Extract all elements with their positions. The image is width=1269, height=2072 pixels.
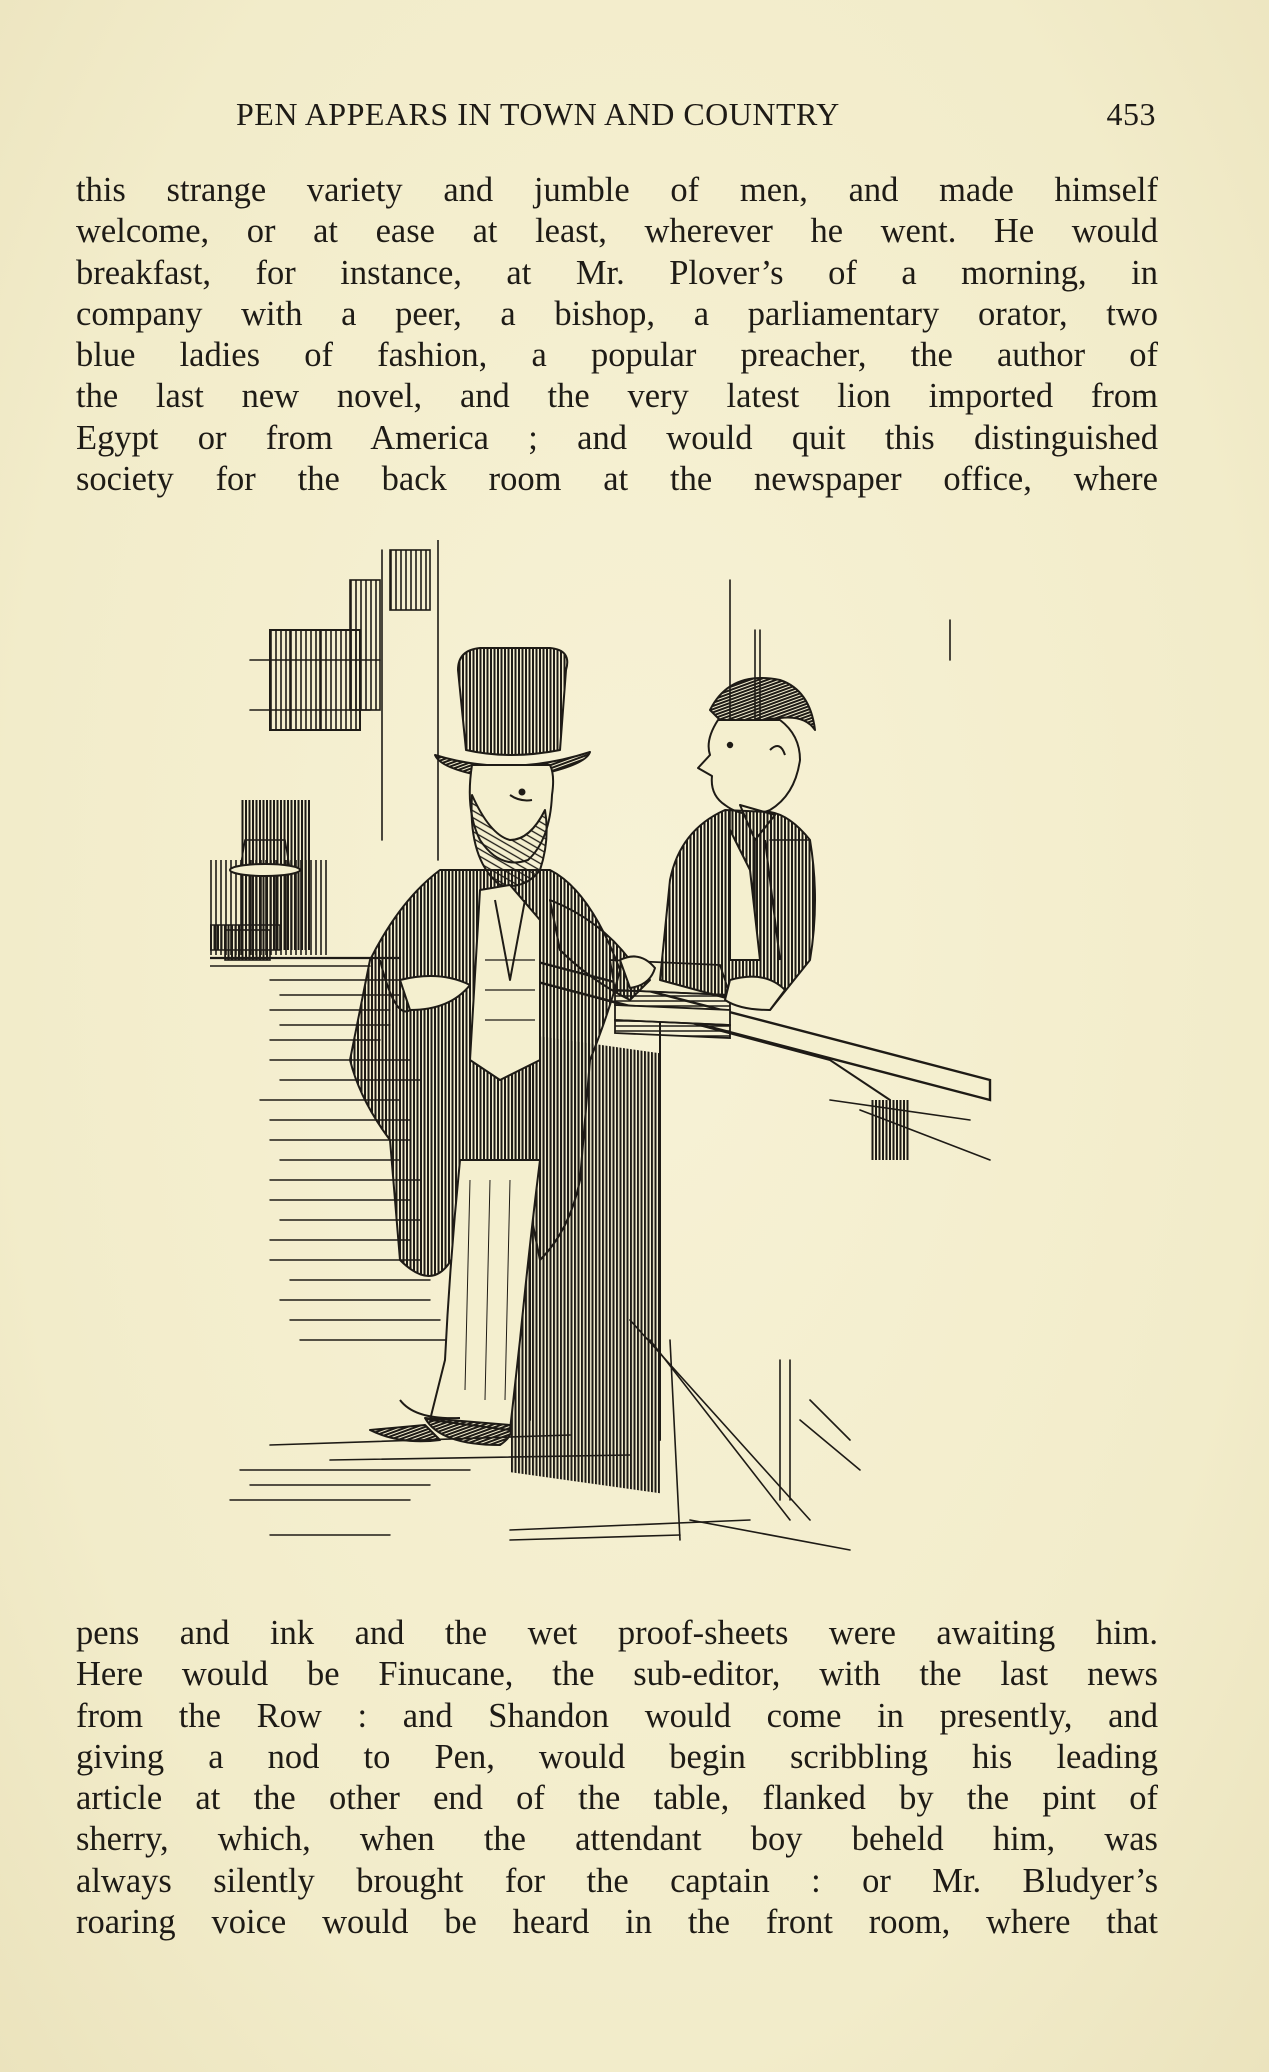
text-line: this strange variety and jumble of men, and made himself [76,171,1158,209]
text-line: article at the other end of the table, flanked by the pint of [76,1779,1158,1818]
text-block-bottom [76,1613,1158,1943]
page-number: 453 [1106,96,1156,132]
figure-clerk [660,678,815,1010]
running-title: PEN APPEARS IN TOWN AND COUNTRY [236,96,840,132]
text-line: blue ladies of fashion, a popular preacher, the author of [76,336,1158,375]
engraving-illustration [210,540,1030,1590]
page-header [76,96,1156,140]
text-line: society for the back room at the newspaper office, where [76,460,1158,499]
text-line: sherry, which, when the attendant boy beheld him, was [76,1820,1158,1859]
text-line: Egypt or from America ; and would quit this distinguished [76,418,1158,457]
text-line: from the Row : and Shandon would come in presently, and [76,1696,1158,1735]
text-line: breakfast, for instance, at Mr. Plover’s of a morning, in [76,253,1158,292]
text-line: welcome, or at ease at least, wherever he went. He would [76,212,1158,251]
text-line: pens and ink and the wet proof-sheets were awaiting him. [76,1614,1158,1652]
text-line: company with a peer, a bishop, a parliamentary orator, two [76,294,1158,333]
text-block-top [76,170,1158,500]
text-line: the last new novel, and the very latest lion imported from [76,377,1158,416]
text-line: always silently brought for the captain : or Mr. Bludyer’s [76,1861,1158,1900]
text-line: giving a nod to Pen, would begin scribbling his leading [76,1737,1158,1776]
text-line: roaring voice would be heard in the front room, where that [76,1903,1158,1942]
text-line: Here would be Finucane, the sub-editor, with the last news [76,1655,1158,1694]
